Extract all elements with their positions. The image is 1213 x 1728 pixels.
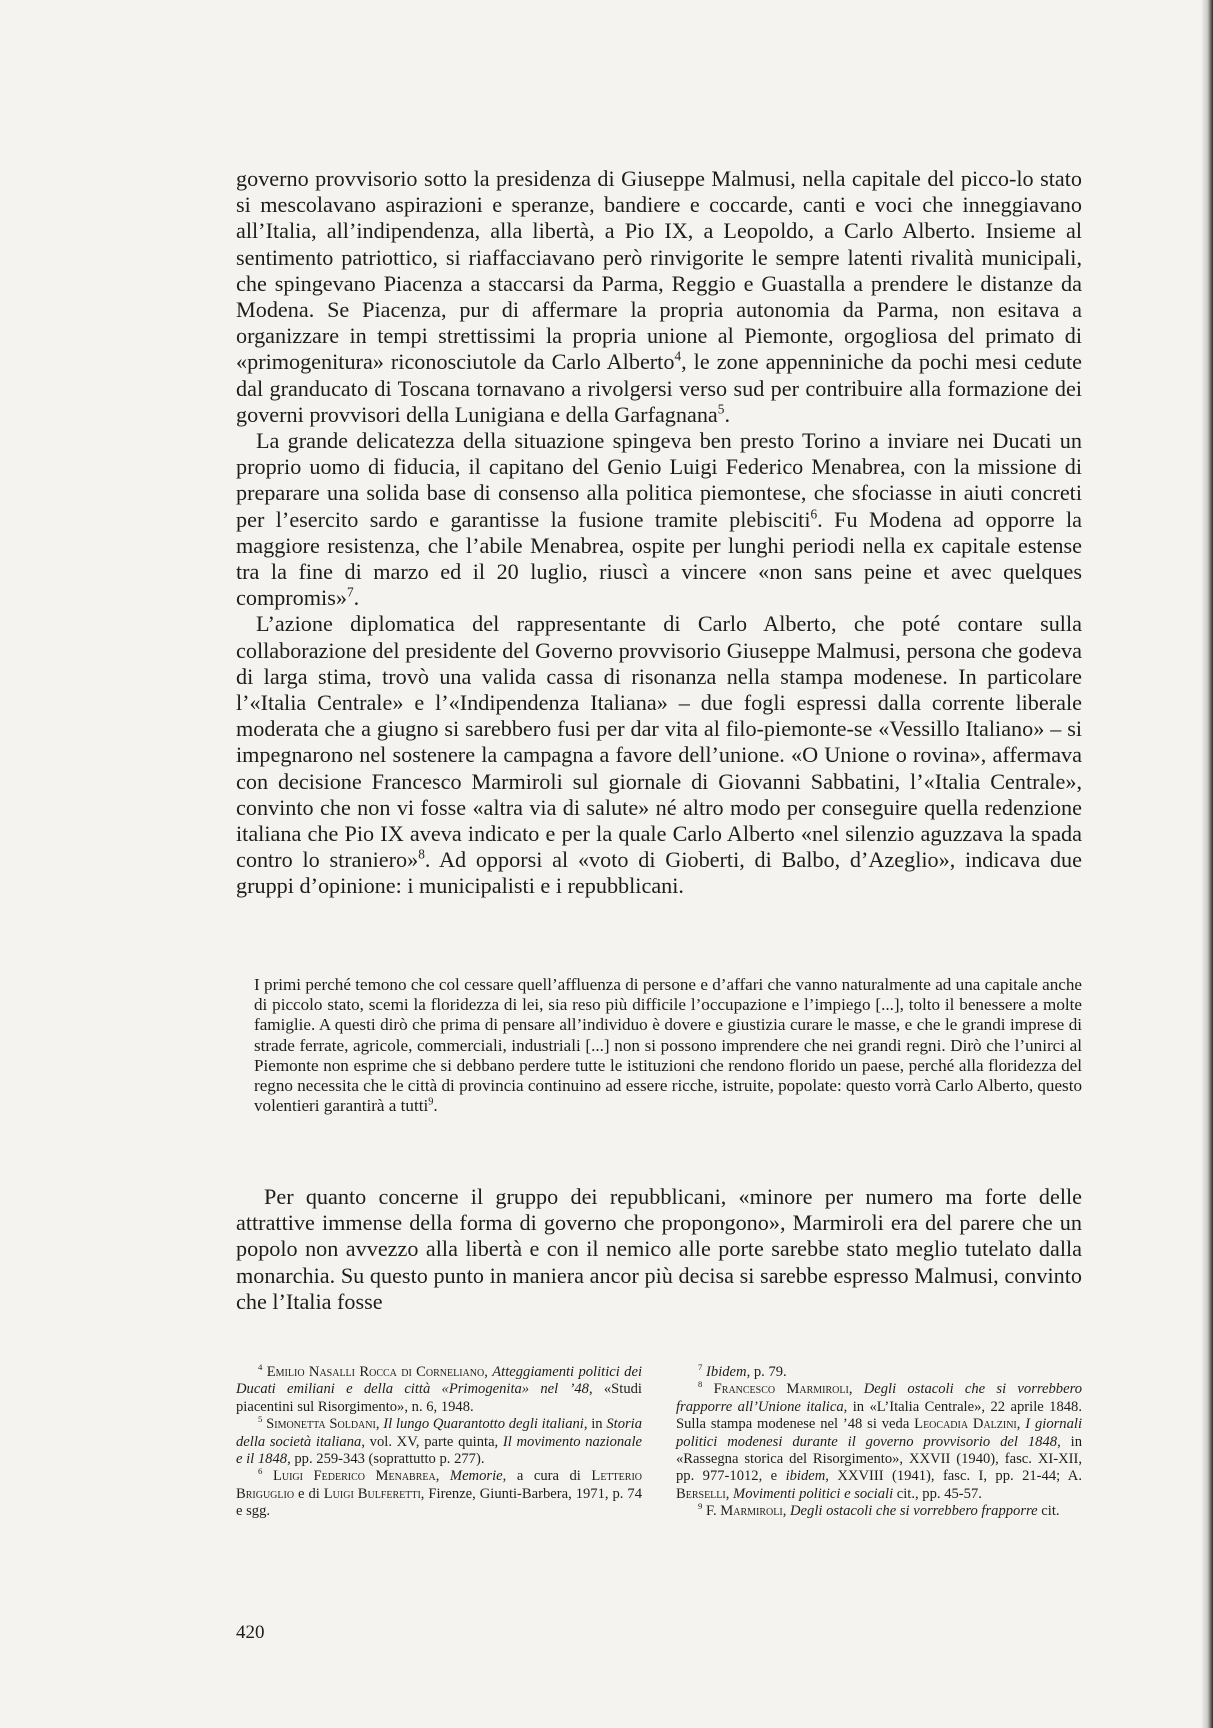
page-number: 420 <box>236 1622 265 1643</box>
body-paragraph-1: governo provvisorio sotto la presidenza di Giuseppe Malmusi, nella capitale del picco-lo stato si mescolavano aspirazioni e speranze, bandiere e coccarde, canti e voci che inneggiavano all’Italia, all’indipendenza, alla libertà, a Pio IX, a Leopoldo, a Carlo Alberto. Insieme al sentimento patriottico, si riaffacciavano però rinvigorite le sempre latenti rivalità municipali, che spingevano Piacenza a staccarsi da Parma, Reggio e Guastalla a prendere le distanze da Modena. Se Piacenza, pur di affermare la propria autonomia da Parma, non esitava a organizzare in tempi strettissimi la propria unione al Piemonte, orgogliosa del primato di «primogenitura» riconosciutole da Carlo Alberto$^4$, le zone appenniniche da pochi mesi cedute dal granducato di Toscana tornavano a rivolgersi verso sud per contribuire alla formazione dei governi provvisori della Lunigiana e della Garfagnana$^5$. <box>236 166 1082 427</box>
body-paragraph-4: Per quanto concerne il gruppo dei repubblicani, «minore per numero ma forte delle attrattive immense della forma di governo che propongono», Marmiroli era del parere che un popolo non avvezzo alla libertà e con il nemico alle porte sarebbe stato meglio tutelato dalla monarchia. Su questo punto in maniera ancor più decisa si sarebbe espresso Malmusi, convinto che l’Italia fosse <box>236 1184 1082 1314</box>
footnote-ref-8: 8 <box>418 846 425 862</box>
footnotes-left-column <box>236 1364 642 1521</box>
footnote-4: $^4$ Emilio Nasalli Rocca di Corneliano, Atteggiamenti politici dei Ducati emiliani e della città «Primogenita» nel ’48, «Studi piacentini sul Risorgimento», n. 6, 1948. <box>236 1362 643 1415</box>
footnote-ref-5: 5 <box>717 401 725 417</box>
footnote-ref-9: 9 <box>428 1096 434 1108</box>
closing-text <box>236 1184 1082 1315</box>
footnotes <box>236 1364 1082 1521</box>
footnote-ref-7: 7 <box>346 584 354 600</box>
body-paragraph-3: L’azione diplomatica del rappresentante di Carlo Alberto, che poté contare sulla collaborazione del presidente del Governo provvisorio Giuseppe Malmusi, persona che godeva di larga stima, trovò una valida cassa di risonanza nella stampa modenese. In particolare l’«Italia Centrale» e l’«Indipendenza Italiana» – due fogli espressi dalla corrente liberale moderata che a giugno si sarebbero fusi per dar vita al filo-piemonte-se «Vessillo Italiano» – si impegnarono nel sostenere la campagna a favore dell’unione. «O Unione o rovina», affermava con decisione Francesco Marmiroli sul giornale di Giovanni Sabbatini, l’«Italia Centrale», convinto che non vi fosse «altra via di salute» né altro modo per conseguire quella redenzione italiana che Pio IX aveva indicato e per la quale Carlo Alberto «nel silenzio aguzzava la spada contro lo straniero»$^8$. Ad opporsi al «voto di Gioberti, di Balbo, d’Azeglio», indicava due gruppi d’opinione: i municipalisti e i repubblicani. <box>236 611 1082 899</box>
footnote-6: $^6$ Luigi Federico Menabrea, Memorie, a cura di Letterio Briguglio e di Luigi Bulferetti, Firenze, Giunti-Barbera, 1971, p. 74 e sgg. <box>236 1466 642 1520</box>
footnotes-right-column <box>676 1364 1082 1521</box>
page-binding-edge <box>1201 0 1213 1728</box>
body-paragraph-2: La grande delicatezza della situazione spingeva ben presto Torino a inviare nei Ducati un proprio uomo di fiducia, il capitano del Genio Luigi Federico Menabrea, con la missione di preparare una solida base di consenso alla politica piemontese, che sfociasse in aiuti concreti per l’esercito sardo e garantisse la fusione tramite plebisciti$^6$. Fu Modena ad opporre la maggiore resistenza, che l’abile Menabrea, ospite per lunghi periodi nella ex capitale estense tra la fine di marzo ed il 20 luglio, riuscì a vincere «non sans peine et avec quelques compromis»$^7$. <box>236 428 1082 611</box>
footnote-8: $^8$ Francesco Marmiroli, Degli ostacoli che si vorrebbero frapporre all’Unione italica, in «L’Italia Centrale», 22 aprile 1848. Sulla stampa modenese nel ’48 si veda Leocadia Dalzini, I giornali politici modenesi durante il governo provvisorio del 1848, in «Rassegna storica del Risorgimento», XXVII (1940), fasc. XI-XII, pp. 977-1012, e ibidem, XXVIII (1941), fasc. I, pp. 21-44; A. Berselli, Movimenti politici e sociali cit., pp. 45-57. <box>676 1379 1083 1502</box>
body-text <box>236 166 1082 900</box>
footnote-ref-4: 4 <box>674 349 682 365</box>
block-quote: I primi perché temono che col cessare quell’affluenza di persone e d’affari che vanno naturalmente ad una capitale anche di piccolo stato, scemi la floridezza di lei, sia reso più difficile l’occupazione e l’impiego [...], tolto il benessere a molte famiglie. A questi dirò che prima di pensare all’individuo è dovere e giustizia curare le masse, e che le grandi imprese di strade ferrate, agricole, commerciali, industriali [...] non si possono imprendere che nei grandi regni. Dirò che l’unirci al Piemonte non esprime che si debbano perdere tutte le istituzioni che rendono florido un paese, perché alla floridezza del regno necessita che le città di provincia continuino ad essere ricche, istruite, popolate: questo vorrà Carlo Alberto, questo volentieri garantirà a tutti$^9$. <box>254 975 1082 1116</box>
footnote-ref-6: 6 <box>810 506 818 522</box>
footnote-5: $^5$ Simonetta Soldani, Il lungo Quarantotto degli italiani, in Storia della società italiana, vol. XV, parte quinta, Il movimento nazionale e il 1848, pp. 259-343 (soprattutto p. 277). <box>236 1414 643 1468</box>
footnote-9: $^9$ F. Marmiroli, Degli ostacoli che si vorrebbero frapporre cit. <box>698 1501 1060 1520</box>
footnote-7: $^7$ Ibidem, p. 79. <box>698 1362 787 1380</box>
